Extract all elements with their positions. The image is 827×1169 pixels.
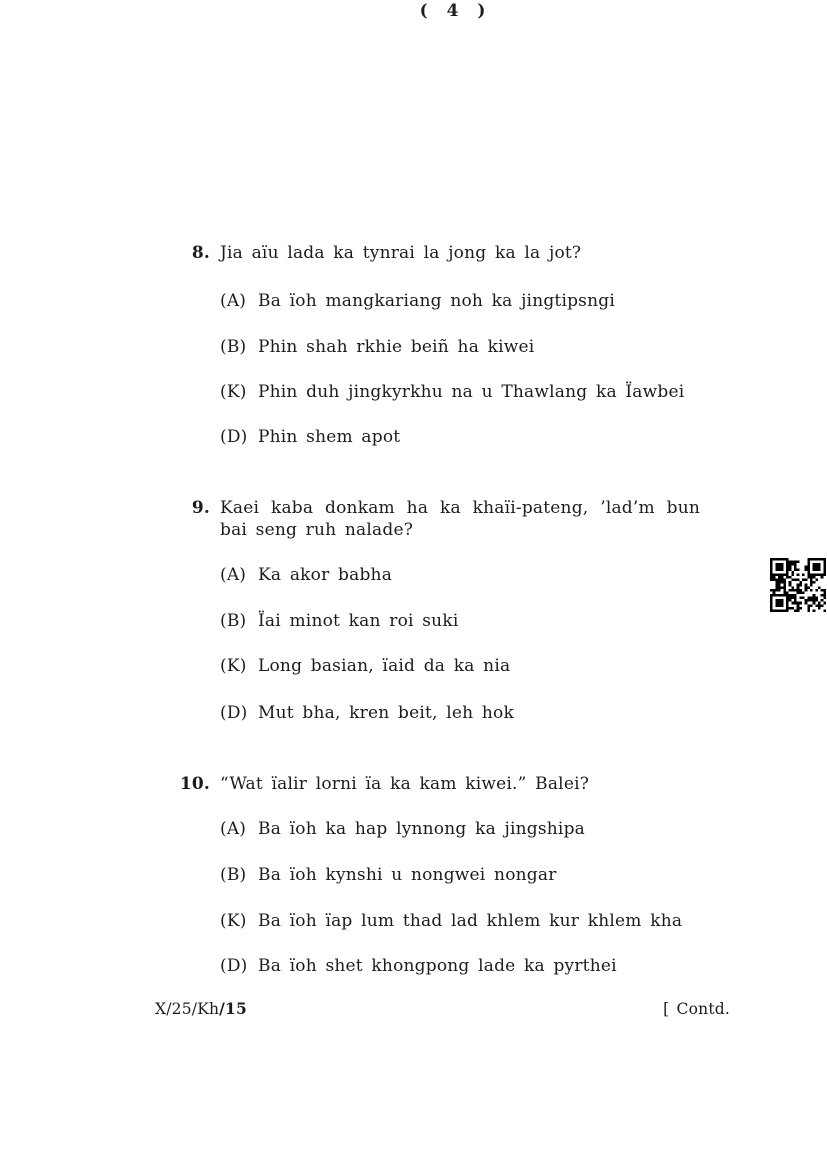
question-8-option-d: [220, 426, 720, 448]
option-label: (D): [220, 703, 248, 723]
question-number: 8.: [191, 243, 210, 263]
option-label: (B): [220, 611, 247, 631]
question-9-option-b: [220, 610, 720, 632]
option-label: (K): [220, 911, 247, 931]
option-text: Ba ïoh kynshi u nongwei nongar: [258, 865, 557, 885]
question-10-option-b: [220, 864, 720, 886]
option-label: (D): [220, 956, 248, 976]
question-number: 9.: [191, 498, 210, 518]
option-label: (B): [220, 865, 247, 885]
question-10: [165, 773, 710, 795]
option-text: Phin shem apot: [258, 427, 401, 447]
option-label: (K): [220, 382, 247, 402]
option-text: Phin duh jingkyrkhu na u Thawlang ka Ïawbei: [258, 382, 685, 402]
question-text: “Wat ïalir lorni ïa ka kam kiwei.” Balei?: [220, 774, 590, 794]
option-text: Ba ïoh shet khongpong lade ka pyrthei: [258, 956, 617, 976]
option-text: Mut bha, kren beit, leh hok: [258, 703, 514, 723]
option-label: (A): [220, 565, 247, 585]
question-9-option-a: [220, 564, 720, 586]
contd-label: [ Contd.: [663, 1000, 730, 1018]
qr-code-icon: [770, 558, 826, 612]
option-text: Phin shah rkhie beiñ ha kiwei: [258, 337, 535, 357]
option-text: Ba ïoh mangkariang noh ka jingtipsngi: [258, 291, 615, 311]
page-number: ( 4 ): [419, 1, 491, 21]
question-8-option-a: [220, 290, 720, 312]
question-9-option-d: [220, 702, 720, 724]
question-9: [165, 497, 710, 541]
option-text: Ïai minot kan roi suki: [258, 611, 459, 631]
question-text: Kaei kaba donkam ha ka khaïi-pateng, ’lad’m bun bai seng ruh nalade?: [220, 498, 700, 540]
question-8: [165, 242, 710, 264]
option-label: (B): [220, 337, 247, 357]
paper-code: [155, 998, 247, 1020]
question-10-option-k: [220, 910, 720, 932]
option-label: (A): [220, 291, 247, 311]
question-10-option-a: [220, 818, 720, 840]
option-text: Long basian, ïaid da ka nia: [258, 656, 511, 676]
option-label: (A): [220, 819, 247, 839]
option-label: (K): [220, 656, 247, 676]
option-text: Ba ïoh ïap lum thad lad khlem kur khlem kha: [258, 911, 683, 931]
question-8-option-b: [220, 336, 720, 358]
question-number: 10.: [179, 774, 210, 794]
question-8-option-k: [220, 381, 720, 403]
paper-code-text: X/25/Kh: [155, 1000, 220, 1018]
paper-code-set-number: /15: [219, 999, 248, 1018]
option-text: Ba ïoh ka hap lynnong ka jingshipa: [258, 819, 585, 839]
option-text: Ka akor babha: [258, 565, 393, 585]
question-9-option-k: [220, 655, 720, 677]
option-label: (D): [220, 427, 248, 447]
question-10-option-d: [220, 955, 720, 977]
question-text: Jia aïu lada ka tynrai la jong ka la jot?: [220, 243, 582, 263]
